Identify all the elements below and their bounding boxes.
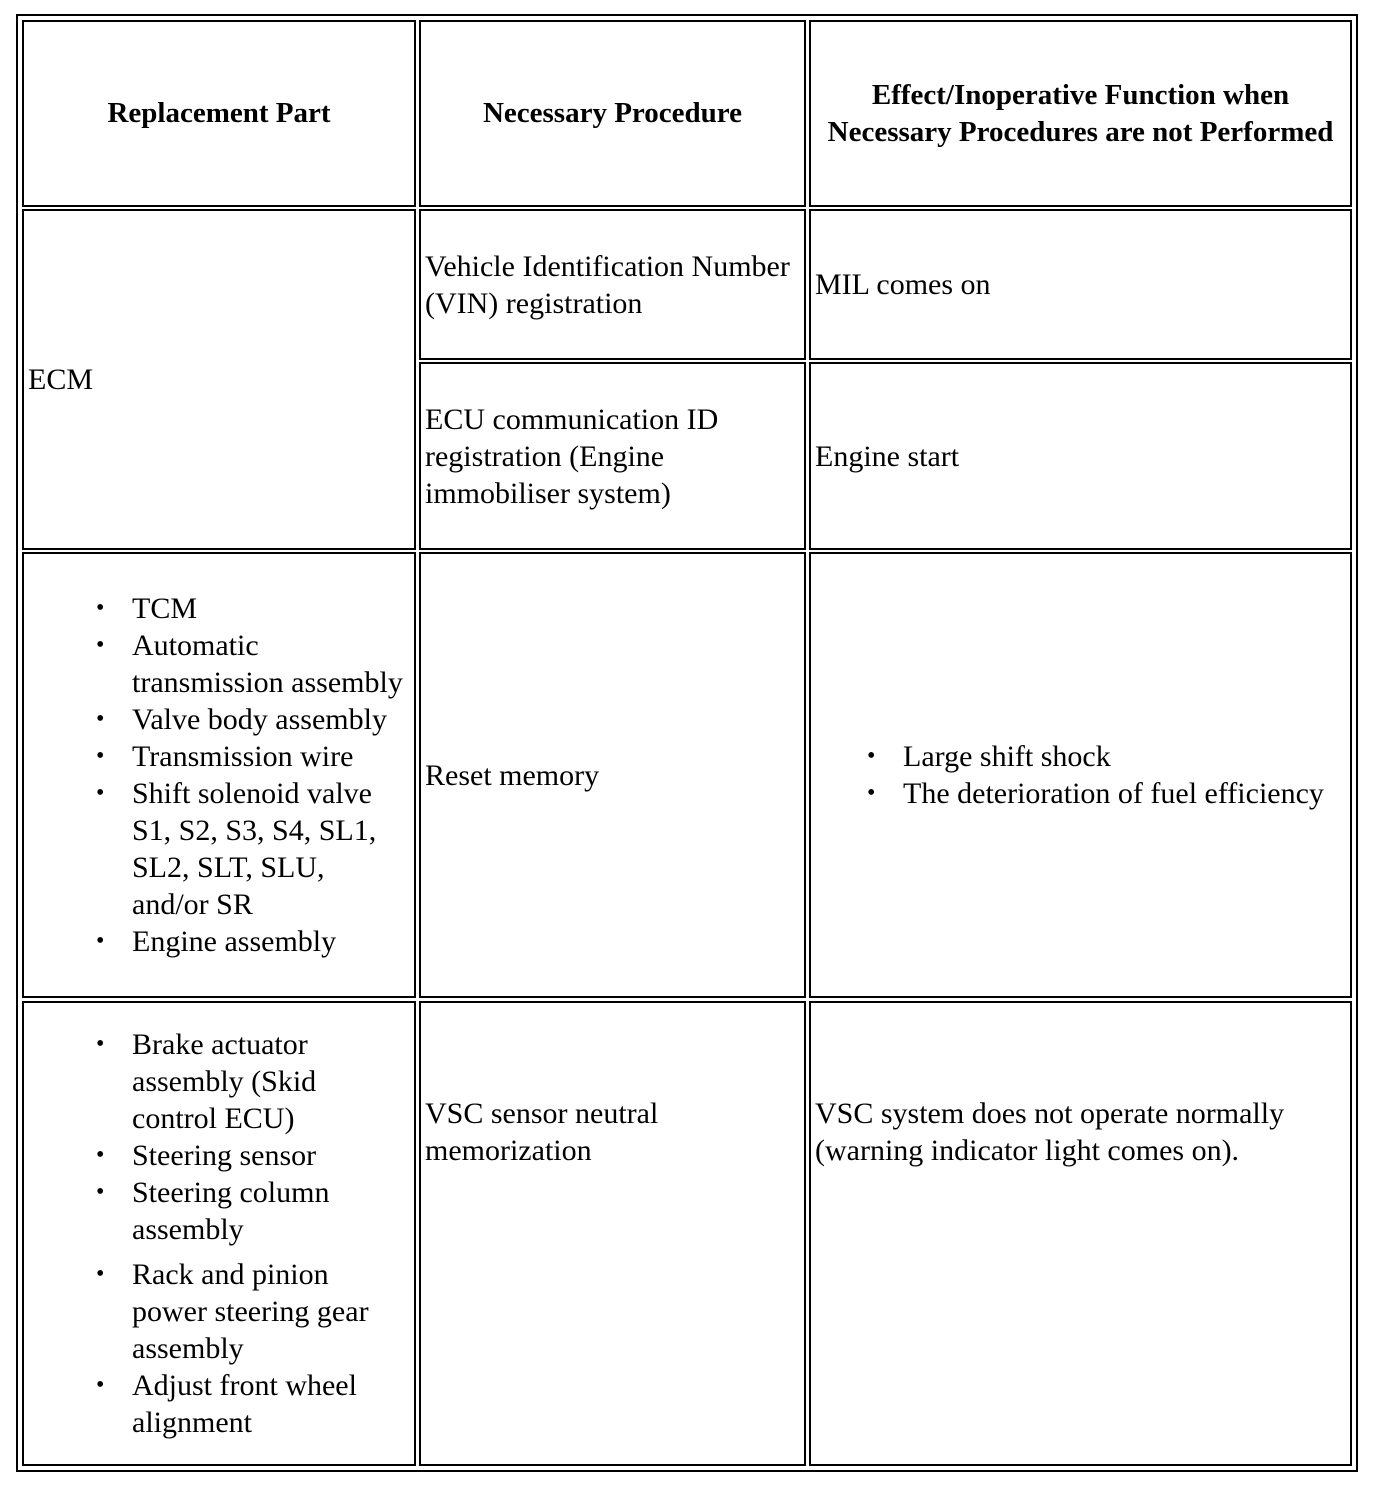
list-item: • Valve body assembly <box>96 701 410 738</box>
row1a-procedure-cell <box>419 209 806 360</box>
row2-effects-cell <box>809 552 1352 998</box>
list-item: • Shift solenoid valve S1, S2, S3, S4, SL1, SL2, SLT, SLU, and/or SR <box>96 775 388 923</box>
list-item: • Large shift shock <box>867 738 1324 775</box>
row1b-effect: Engine start <box>815 439 960 473</box>
row1b-procedure-cell <box>419 362 806 550</box>
list-item: • TCM <box>96 590 410 627</box>
row1-part: ECM <box>28 363 94 396</box>
row1b-effect-cell <box>809 362 1352 550</box>
row2-procedure: Reset memory <box>425 758 600 792</box>
row3-procedure-cell <box>419 1001 806 1466</box>
list-item: • The deterioration of fuel efficiency <box>867 775 1324 812</box>
row2-procedure-cell <box>419 552 806 998</box>
row3-effect-cell <box>809 1001 1352 1466</box>
header-effect-text: Effect/Inoperative Function when Necessary Procedures are not Performed <box>827 78 1334 148</box>
list-item: • Transmission wire <box>96 738 410 775</box>
list-item: • Rack and pinion power steering gear assembly <box>96 1256 374 1367</box>
row1-part-cell <box>22 209 416 550</box>
row1b-procedure: ECU communication ID registration (Engine immobiliser system) <box>425 402 719 510</box>
row3-parts-cell <box>22 1001 416 1466</box>
list-item: • Brake actuator assembly (Skid control ECU) <box>96 1026 374 1137</box>
list-item: • Steering sensor <box>96 1137 374 1174</box>
row1a-effect: MIL comes on <box>815 268 991 301</box>
row1a-procedure: Vehicle Identification Number (VIN) registration <box>425 249 790 320</box>
header-replacement-part-text: Replacement Part <box>107 97 331 129</box>
row3-effect: VSC system does not operate normally (warning indicator light comes on). <box>815 1097 1285 1167</box>
header-replacement-part <box>22 20 416 207</box>
list-item: • Engine assembly <box>96 923 410 960</box>
row3-procedure: VSC sensor neutral memorization <box>425 1097 659 1167</box>
list-item: • Adjust front wheel alignment <box>96 1367 374 1441</box>
header-necessary-procedure <box>419 20 806 207</box>
row2-parts-list <box>96 590 410 960</box>
list-item: • Steering column assembly <box>96 1174 374 1248</box>
row2-effects-list <box>867 738 1324 812</box>
row1a-effect-cell <box>809 209 1352 360</box>
row2-parts-cell <box>22 552 416 998</box>
header-effect <box>809 20 1352 207</box>
row3-parts-list <box>96 1026 374 1441</box>
list-item: • Automatic transmission assembly <box>96 627 410 701</box>
header-necessary-procedure-text: Necessary Procedure <box>482 97 743 129</box>
